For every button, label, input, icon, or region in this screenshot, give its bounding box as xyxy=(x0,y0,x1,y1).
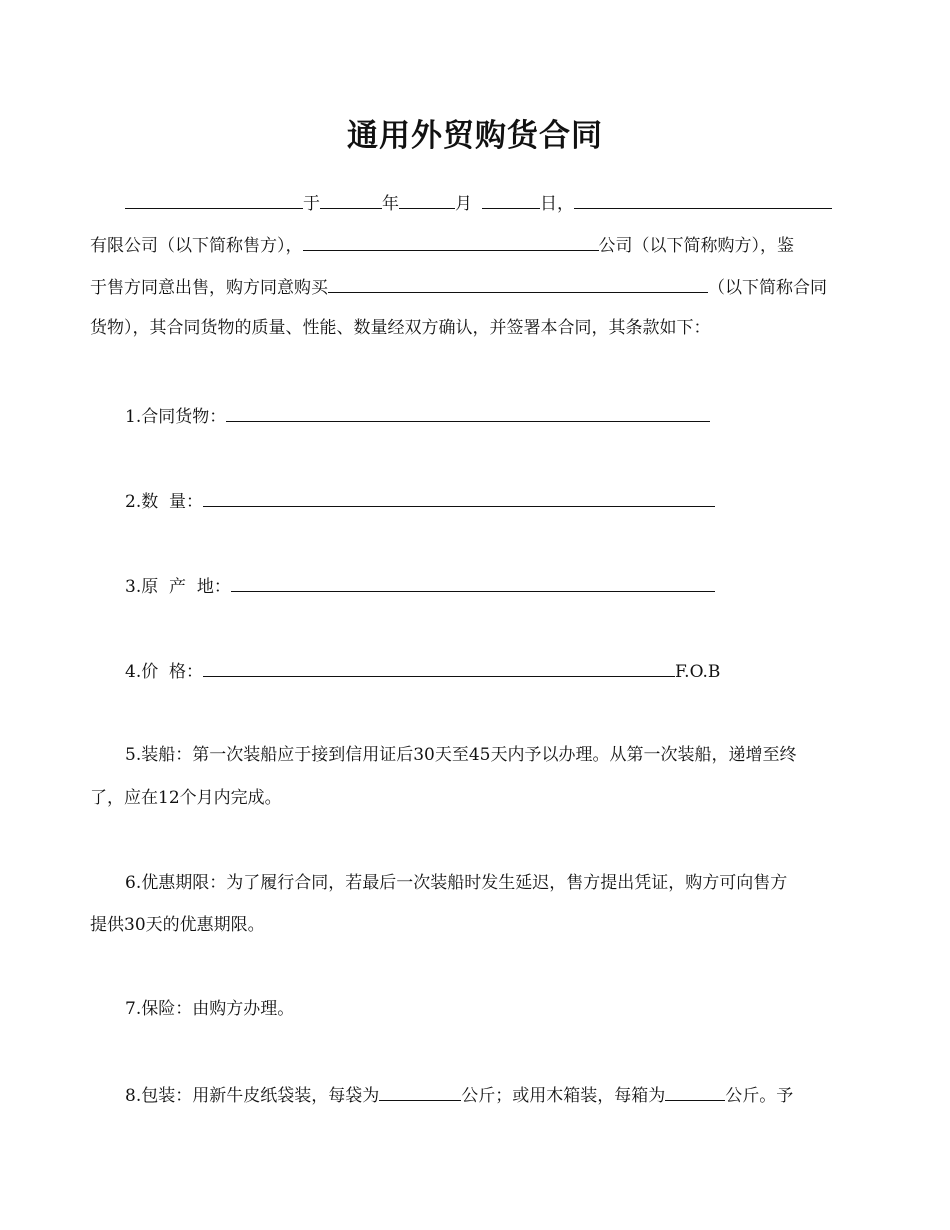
clause-8: 8.包装：用新牛皮纸袋装，每袋为 公斤；或用木箱装，每箱为 公斤。予 xyxy=(125,1082,793,1108)
clause-4: 4.价 格： F.O.B xyxy=(125,658,720,684)
goods-blank xyxy=(226,403,710,422)
origin-blank xyxy=(231,573,715,592)
date-place-blank xyxy=(125,190,303,209)
intro-line-3: 于售方同意出售，购方同意购买 （以下简称合同 xyxy=(90,274,827,300)
intro-line-2: 有限公司（以下简称售方）， 公司（以下简称购方），鉴 xyxy=(90,232,794,258)
clause-5-line-2: 了，应在12个月内完成。 xyxy=(90,788,282,808)
clause-7: 7.保险：由购方办理。 xyxy=(125,999,295,1019)
clause-2: 2.数 量： xyxy=(125,488,715,514)
document-title: 通用外贸购货合同 xyxy=(347,118,603,154)
bag-weight-blank xyxy=(379,1082,461,1101)
box-weight-blank xyxy=(665,1082,725,1101)
clause-1: 1.合同货物： xyxy=(125,403,710,429)
intro-line-4: 货物），其合同货物的质量、性能、数量经双方确认，并签署本合同，其条款如下： xyxy=(90,318,711,338)
clause-5-line-1: 5.装船：第一次装船应于接到信用证后30天至45天内予以办理。从第一次装船，递增至终 xyxy=(125,745,797,765)
seller-name-blank xyxy=(574,190,832,209)
day-blank xyxy=(482,190,540,209)
month-blank xyxy=(399,190,455,209)
year-blank xyxy=(320,190,382,209)
buyer-name-blank xyxy=(303,232,599,251)
clause-3: 3.原 产 地： xyxy=(125,573,715,599)
clause-6-line-1: 6.优惠期限：为了履行合同，若最后一次装船时发生延迟，售方提出凭证，购方可向售方 xyxy=(125,873,788,893)
price-blank xyxy=(203,658,675,677)
intro-line-1: 于 年 月 日， xyxy=(125,190,832,216)
clause-6-line-2: 提供30天的优惠期限。 xyxy=(90,915,265,935)
goods-name-blank xyxy=(328,274,708,293)
quantity-blank xyxy=(203,488,715,507)
